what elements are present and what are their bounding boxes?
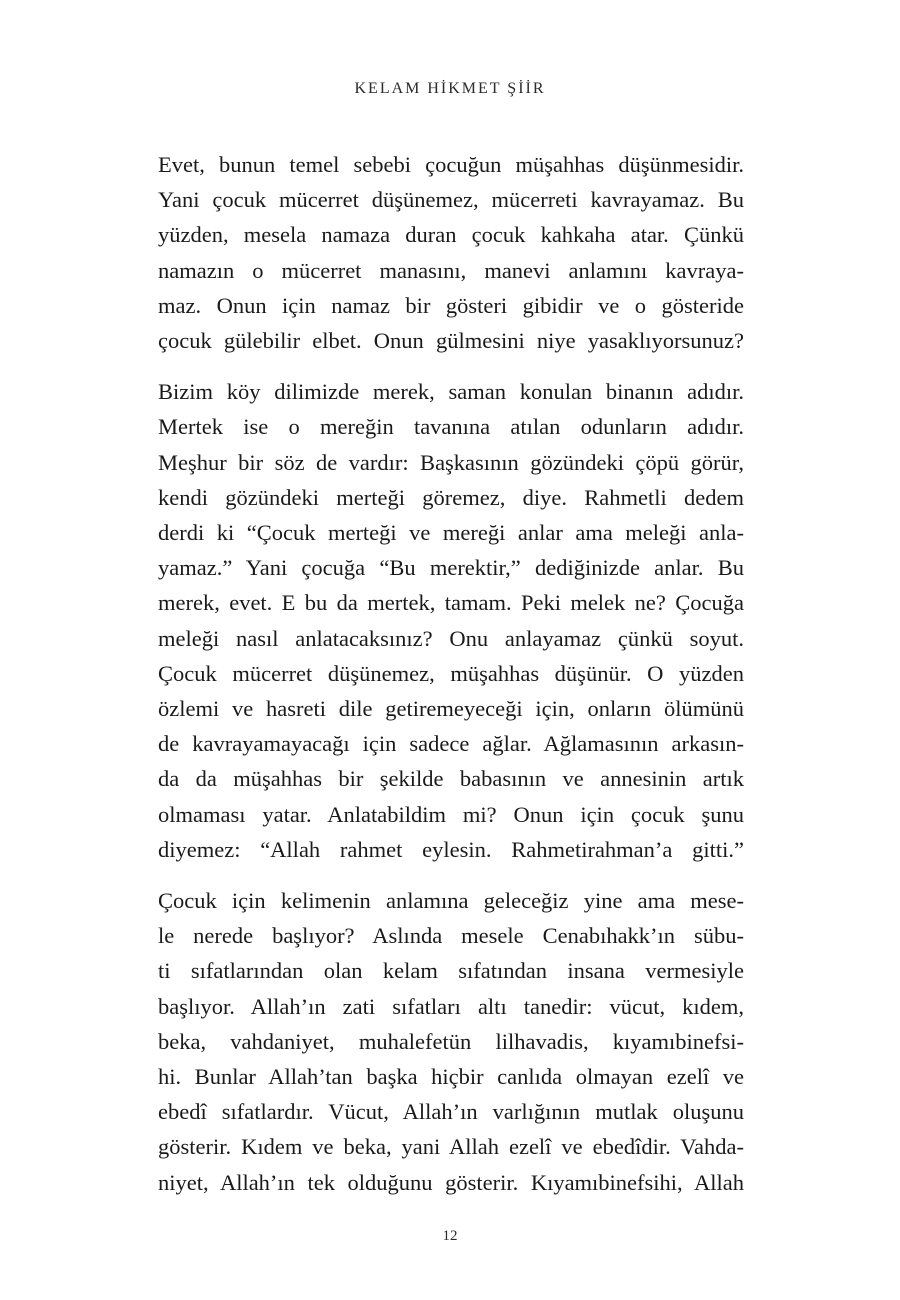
text-line: olmaması yatar. Anlatabildim mi? Onun için çocuk şunu — [158, 801, 744, 827]
text-line: de kavrayamayacağı için sadece ağlar. Ağlamasının arkasın- — [158, 731, 744, 757]
text-line: kendi gözündeki merteği göremez, diye. Rahmetli dedem — [158, 484, 744, 510]
text-line: hi. Bunlar Allah’tan başka hiçbir canlıda olmayan ezelî ve — [158, 1064, 744, 1090]
text-line: da da müşahhas bir şekilde babasının ve annesinin artık — [158, 766, 744, 792]
text-line: Bizim köy dilimizde merek, saman konulan binanın adıdır. — [158, 379, 744, 405]
text-line: Yani çocuk mücerret düşünemez, mücerreti kavrayamaz. Bu — [158, 187, 744, 213]
text-line: diyemez: “Allah rahmet eylesin. Rahmetirahman’a gitti.” — [158, 836, 744, 862]
text-line: çocuk gülebilir elbet. Onun gülmesini niye yasaklıyorsunuz? — [158, 328, 744, 354]
text-line: gösterir. Kıdem ve beka, yani Allah ezelî ve ebedîdir. Vahda- — [158, 1134, 744, 1160]
text-line: beka, vahdaniyet, muhalefetün lilhavadis, kıyamıbinefsi- — [158, 1028, 744, 1054]
text-line: namazın o mücerret manasını, manevi anlamını kavraya- — [158, 257, 744, 283]
running-head: KELAM HİKMET ŞİİR — [354, 80, 546, 97]
text-line: le nerede başlıyor? Aslında mesele Cenabıhakk’ın sübu- — [158, 923, 744, 949]
text-line: Çocuk mücerret düşünemez, müşahhas düşünür. O yüzden — [158, 660, 744, 686]
text-line: özlemi ve hasreti dile getiremeyeceği için, onların ölümünü — [158, 696, 744, 722]
text-line: meleği nasıl anlatacaksınız? Onu anlayamaz çünkü soyut. — [158, 625, 744, 651]
text-line: Meşhur bir söz de vardır: Başkasının gözündeki çöpü görür, — [158, 449, 744, 475]
text-line: ti sıfatlarından olan kelam sıfatından insana vermesiyle — [158, 958, 744, 984]
text-line: yamaz.” Yani çocuğa “Bu merektir,” dediğinizde anlar. Bu — [158, 555, 744, 581]
text-line: derdi ki “Çocuk merteği ve mereği anlar ama meleği anla- — [158, 520, 744, 546]
paragraph-2 — [158, 374, 744, 867]
paragraph-1 — [158, 147, 744, 358]
text-line: Mertek ise o mereğin tavanına atılan odunların adıdır. — [158, 414, 744, 440]
text-line: Evet, bunun temel sebebi çocuğun müşahhas düşünmesidir. — [158, 152, 744, 177]
page-number: 12 — [442, 1228, 458, 1244]
text-line: yüzden, mesela namaza duran çocuk kahkaha atar. Çünkü — [158, 222, 744, 248]
text-line: merek, evet. E bu da mertek, tamam. Peki melek ne? Çocuğa — [158, 590, 744, 616]
text-line: niyet, Allah’ın tek olduğunu gösterir. Kıyamıbinefsihi, Allah — [158, 1169, 744, 1195]
paragraph-3 — [158, 883, 744, 1200]
text-line: Çocuk için kelimenin anlamına geleceğiz yine ama mese- — [158, 888, 744, 914]
text-line: ebedî sıfatlardır. Vücut, Allah’ın varlığının mutlak oluşunu — [158, 1099, 744, 1125]
text-line: başlıyor. Allah’ın zati sıfatları altı tanedir: vücut, kıdem, — [158, 993, 744, 1019]
text-line: maz. Onun için namaz bir gösteri gibidir ve o gösteride — [158, 292, 744, 318]
body-text — [158, 147, 744, 1216]
